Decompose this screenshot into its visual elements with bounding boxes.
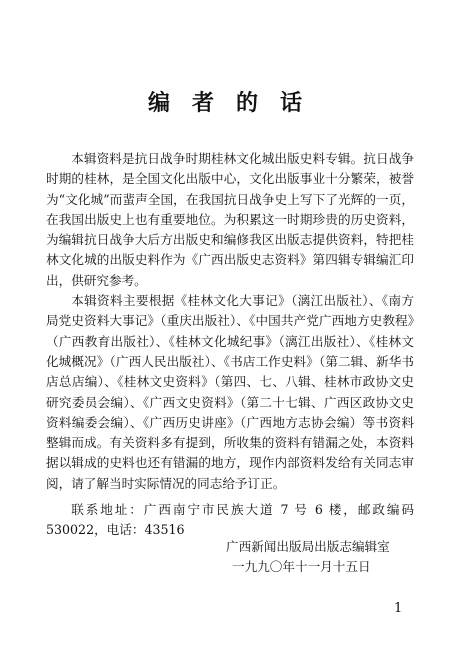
page-title: 编者的话: [147, 90, 324, 116]
page-number: 1: [394, 601, 403, 616]
signoff-date: 一九九〇年十一月十五日: [232, 559, 371, 574]
paragraph-intro: 本辑资料是抗日战争时期桂林文化城出版史料专辑。抗日战争时期的桂林，是全国文化出版中心，文化出版事业十分繁荣，被誉为“文化城”而蜚声全国，在我国抗日战争史上写下了光辉的一页，在我国出版史上也有重要地位。为积累这一时期珍贵的历史资料，为编辑抗日战争大后方出版史和编修我区出版志提供资料，特把桂林文化城的出版史料作为《广西出版史志资料》第四辑专辑编汇印出，供研究参考。: [46, 151, 414, 288]
body-text: [46, 149, 414, 541]
contact-address: 联系地址：广西南宁市民族大道 7 号 6 楼，邮政编码 530022，电话：43516: [46, 502, 414, 538]
signoff-organization: 广西新闻出版局出版志编辑室: [226, 539, 390, 554]
paragraph-sources: 本辑资料主要根据《桂林文化大事记》（漓江出版社）、《南方局党史资料大事记》（重庆出版社）、《中国共产党广西地方史教程》（广西教育出版社）、《桂林文化城纪事》（漓江出版社）、《桂林文化城概况》（广西人民出版社）、《书店工作史料》（第二辑、新华书店总店编）、《桂林文史资料》（第四、七、八辑、桂林市政协文史研究委员会编）、《广西文史资料》（第二十七辑、广西区政协文史资料编委会编）、《广西历史讲座》（广西地方志协会编）等书资料整辑而成。有关资料多有提到，所收集的资料有错漏之处，本资料据以辑成的史料也还有错漏的地方，现作内部资料发给有关同志审阅，请了解当时实际情况的同志给予订正。: [46, 293, 414, 491]
signoff: [226, 537, 390, 577]
